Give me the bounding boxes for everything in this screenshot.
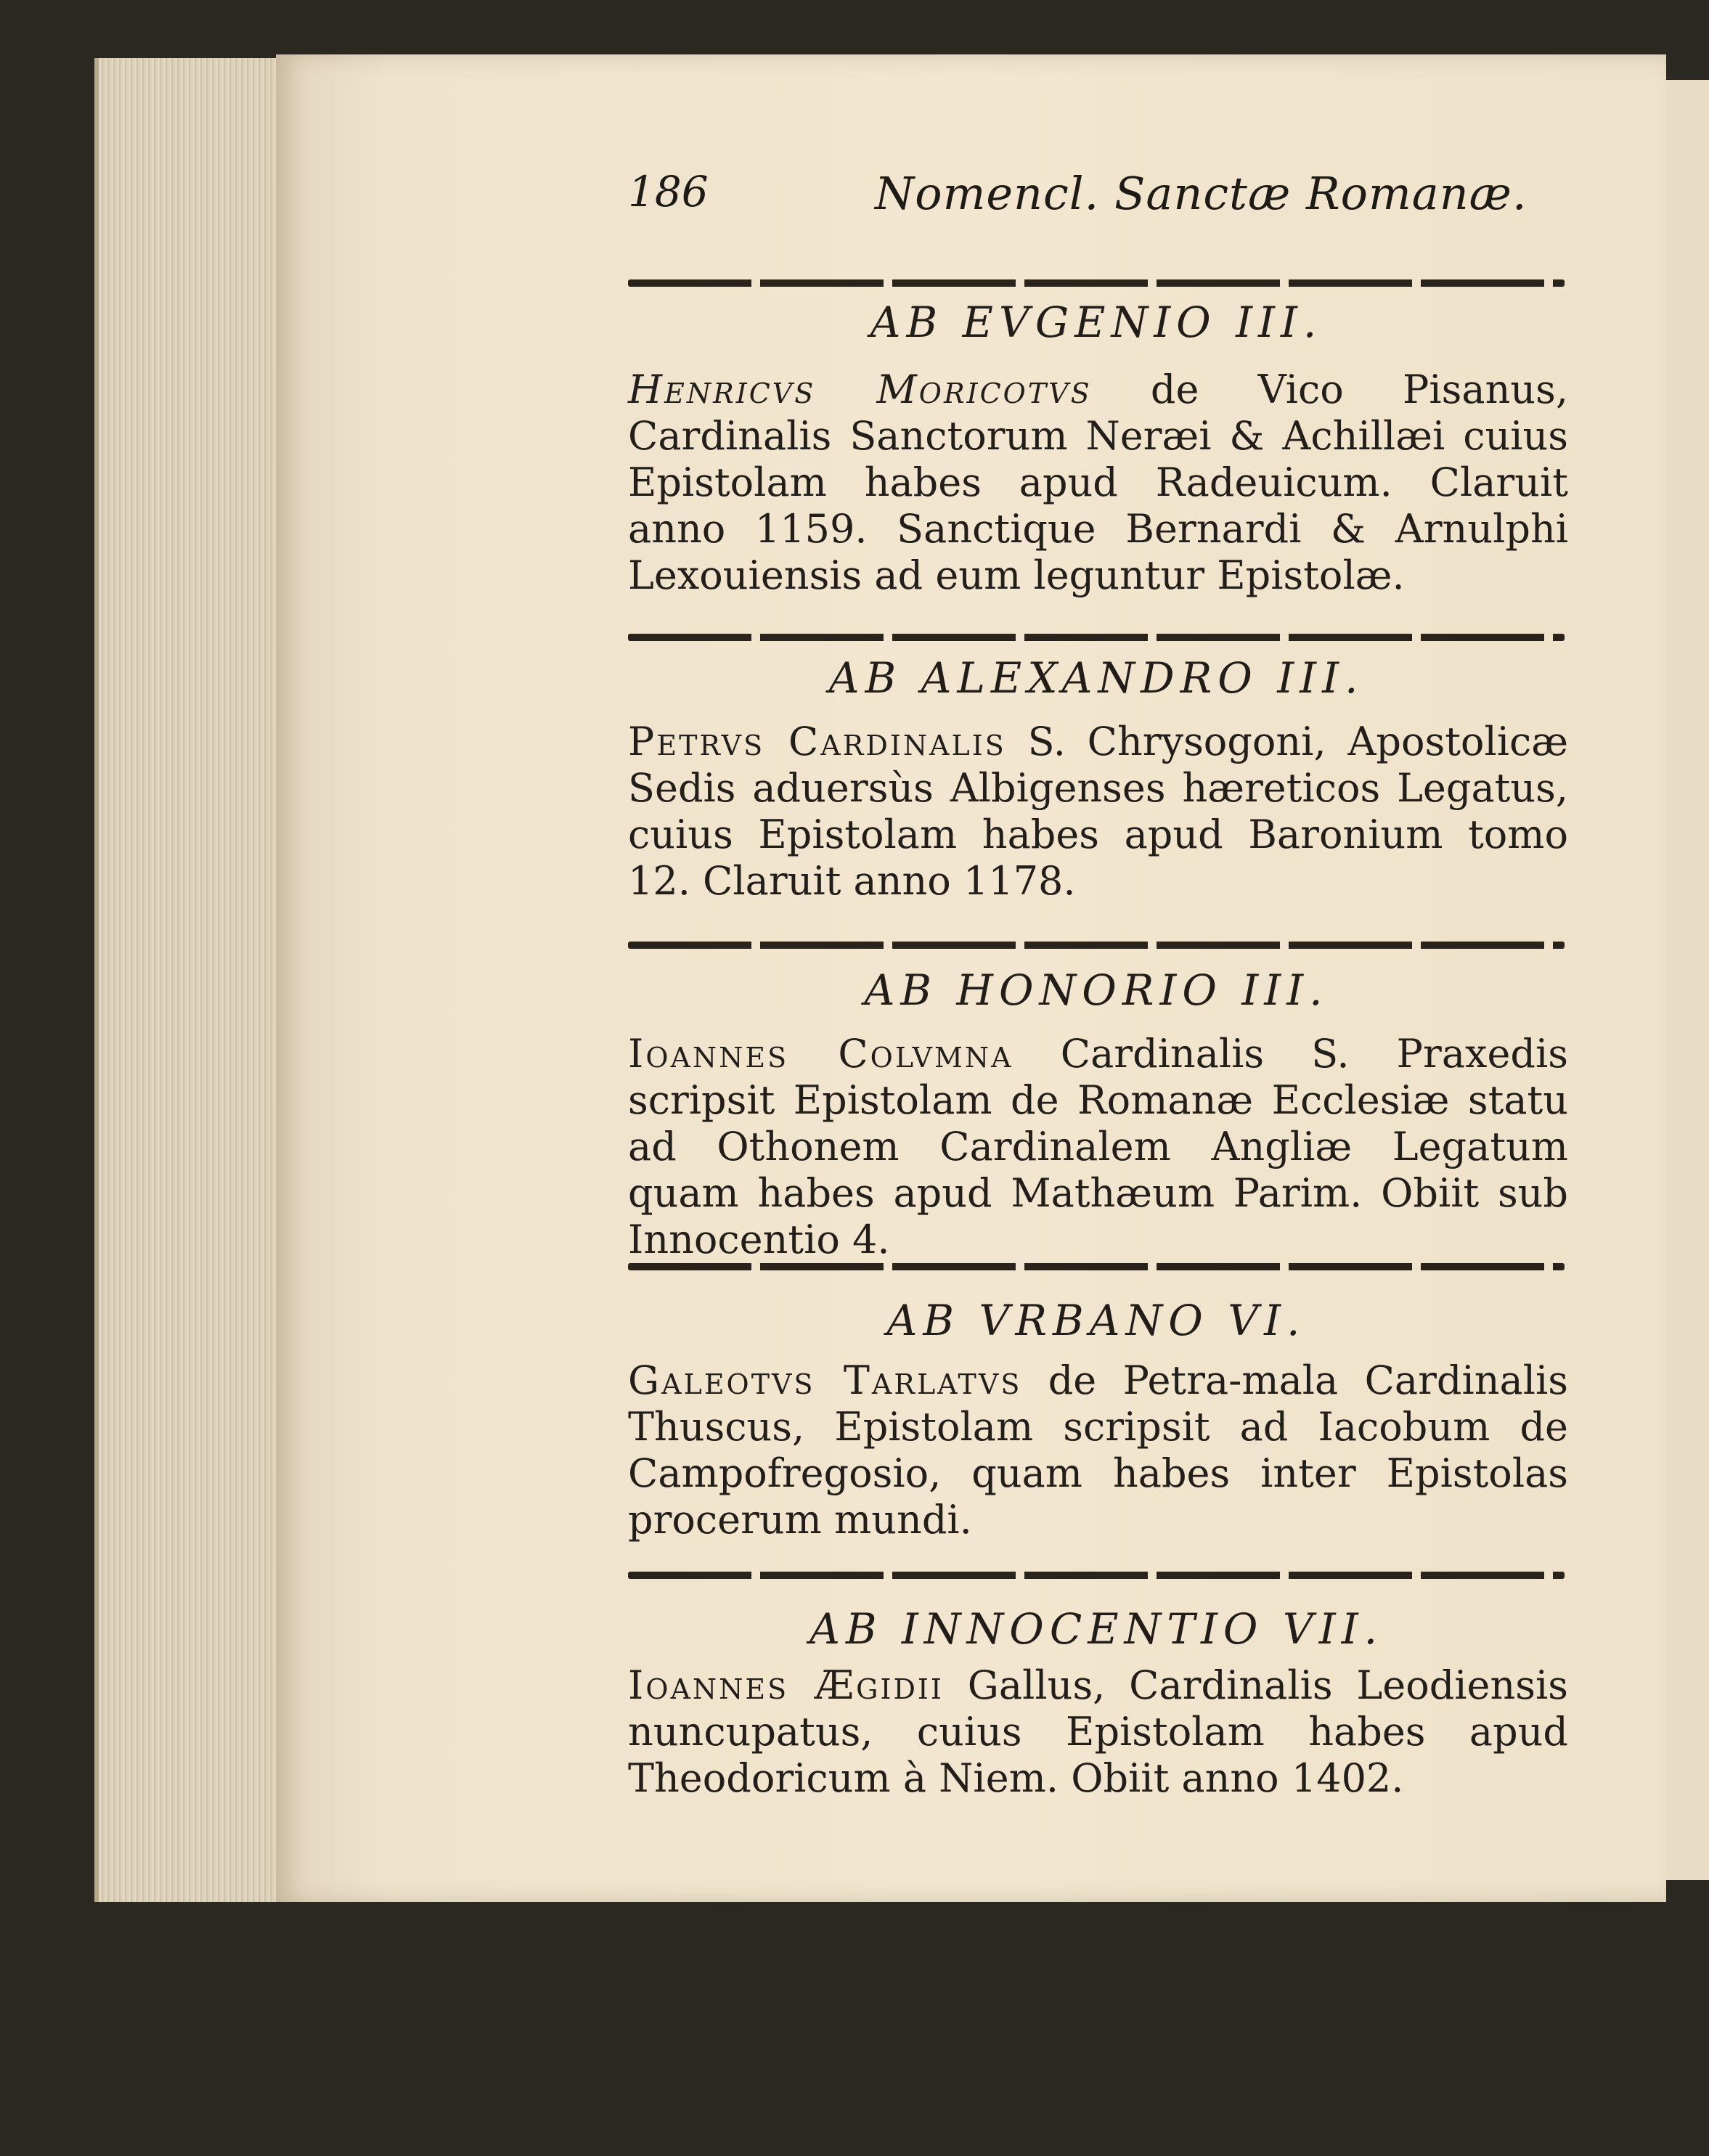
section-heading: AB EVGENIO III. <box>870 298 1323 347</box>
entry-name: Ioannes Colvmna <box>628 1031 1013 1077</box>
entry-name: Galeotvs Tarlatvs <box>628 1357 1022 1403</box>
running-title: Nomencl. Sanctæ Romanæ. <box>875 167 1528 220</box>
page-number: 186 <box>628 167 709 216</box>
entry-name: Henricvs Moricotvs <box>628 367 1092 412</box>
facing-page-edge <box>1663 80 1709 1880</box>
entry-name: Ioannes Ægidii <box>628 1662 944 1708</box>
section-heading: AB VRBANO VI. <box>886 1296 1306 1345</box>
section-heading: AB INNOCENTIO VII. <box>809 1604 1384 1654</box>
entry-text: de Vico Pisanus, Cardinalis Sanctorum Neræi & Achillæi cuius Epistolam habes apud Radeuicum. Claruit anno 1159. Sanctique Bernardi & Arnulphi Lexouiensis ad eum leguntur Epistolæ. <box>628 367 1568 598</box>
entry-text: S. Chrysogoni, Apostolicæ Sedis aduersùs Albigenses hæreticos Legatus, cuius Epistolam habes apud Baronium tomo 12. Claruit anno 1178. <box>628 719 1568 904</box>
section-rule <box>628 634 1565 641</box>
section-entry <box>628 1357 1568 1543</box>
entry-text: Gallus, Cardinalis Leodiensis nuncupatus, cuius Epistolam habes apud Theodoricum à Niem. Obiit anno 1402. <box>628 1662 1568 1801</box>
page-header <box>628 167 1572 225</box>
entry-text: Cardinalis S. Praxedis scripsit Epistolam de Romanæ Ecclesiæ statu ad Othonem Cardinalem Angliæ Legatum quam habes apud Mathæum Parim. Obiit sub Innocentio 4. <box>628 1031 1568 1262</box>
section-rule <box>628 942 1565 949</box>
page-edges <box>94 58 295 1902</box>
section-entry <box>628 1031 1568 1263</box>
entry-text: de Petra-mala Cardinalis Thuscus, Epistolam scripsit ad Iacobum de Campofregosio, quam habes inter Epistolas procerum mundi. <box>628 1357 1568 1543</box>
section-heading: AB HONORIO III. <box>864 965 1329 1015</box>
section-rule <box>628 279 1565 287</box>
section-rule <box>628 1263 1565 1270</box>
entry-name: Petrvs Cardinalis <box>628 719 1006 764</box>
section-rule <box>628 1572 1565 1579</box>
section-entry <box>628 719 1568 905</box>
section-heading: AB ALEXANDRO III. <box>828 653 1364 703</box>
section-entry <box>628 367 1568 599</box>
section-entry <box>628 1662 1568 1802</box>
